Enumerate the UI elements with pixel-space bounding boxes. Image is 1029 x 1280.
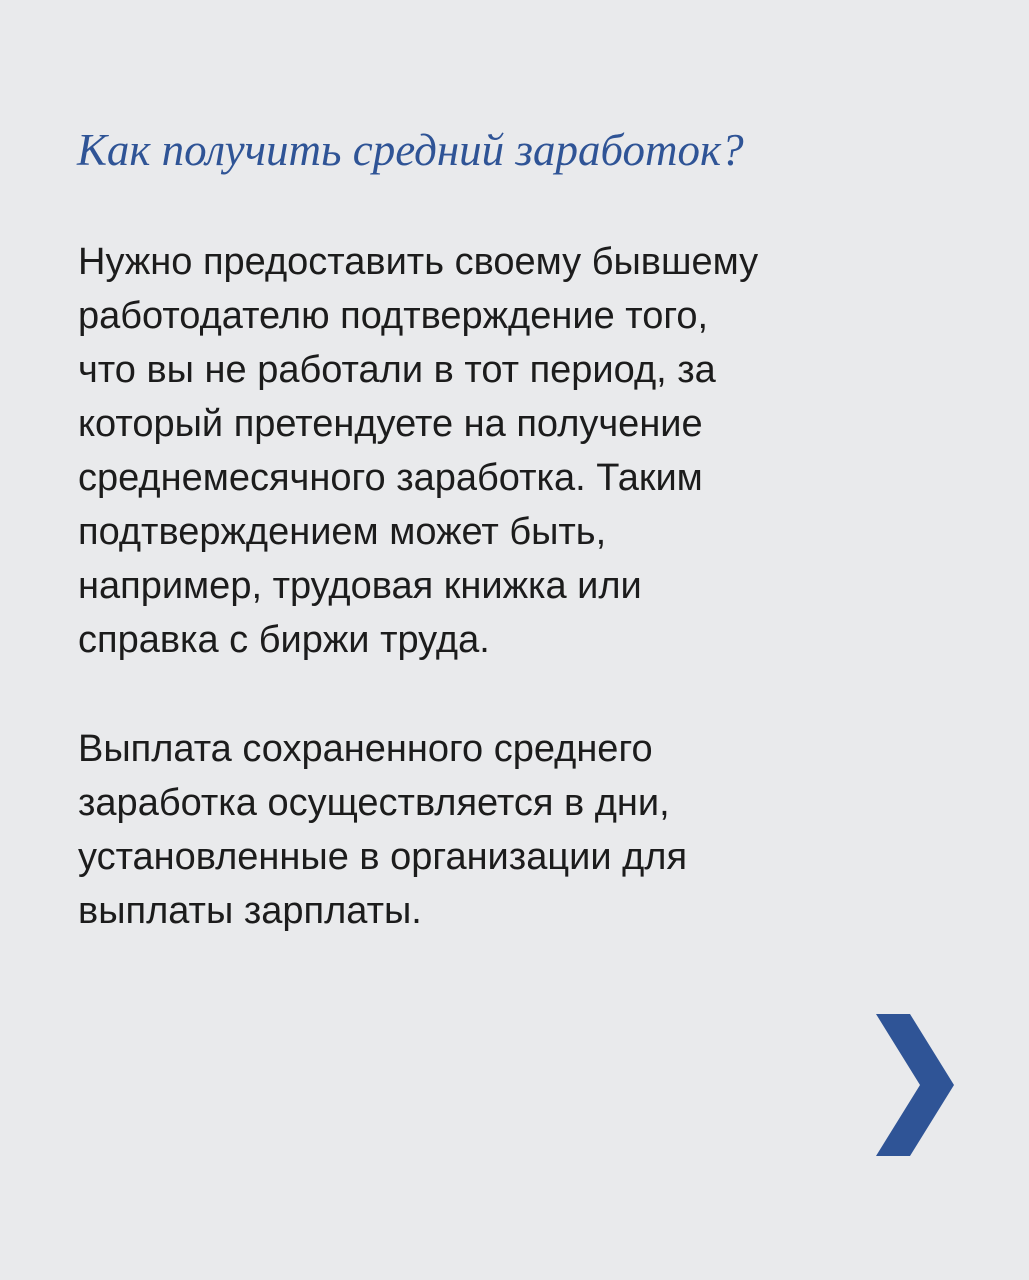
paragraph-line: который претендуете на получение (78, 403, 703, 445)
next-slide-button[interactable] (874, 1014, 956, 1156)
body-paragraph-1 (78, 235, 958, 667)
paragraph-line: Нужно предоставить своему бывшему (78, 241, 759, 283)
paragraph-line: например, трудовая книжка или (78, 565, 642, 607)
paragraph-line: выплаты зарплаты. (78, 890, 422, 932)
paragraph-line: справка с биржи труда. (78, 619, 490, 661)
body-paragraph-2 (78, 722, 958, 938)
paragraph-line: установленные в организации для (78, 836, 688, 878)
chevron-right-icon (874, 1014, 956, 1156)
paragraph-line: подтверждением может быть, (78, 511, 607, 553)
paragraph-line: заработка осуществляется в дни, (78, 782, 670, 824)
paragraph-line: среднемесячного заработка. Таким (78, 457, 703, 499)
paragraph-line: Выплата сохраненного среднего (78, 728, 653, 770)
paragraph-line: что вы не работали в тот период, за (78, 349, 716, 391)
slide-heading: Как получить средний заработок? (77, 125, 744, 175)
paragraph-line: работодателю подтверждение того, (78, 295, 709, 337)
